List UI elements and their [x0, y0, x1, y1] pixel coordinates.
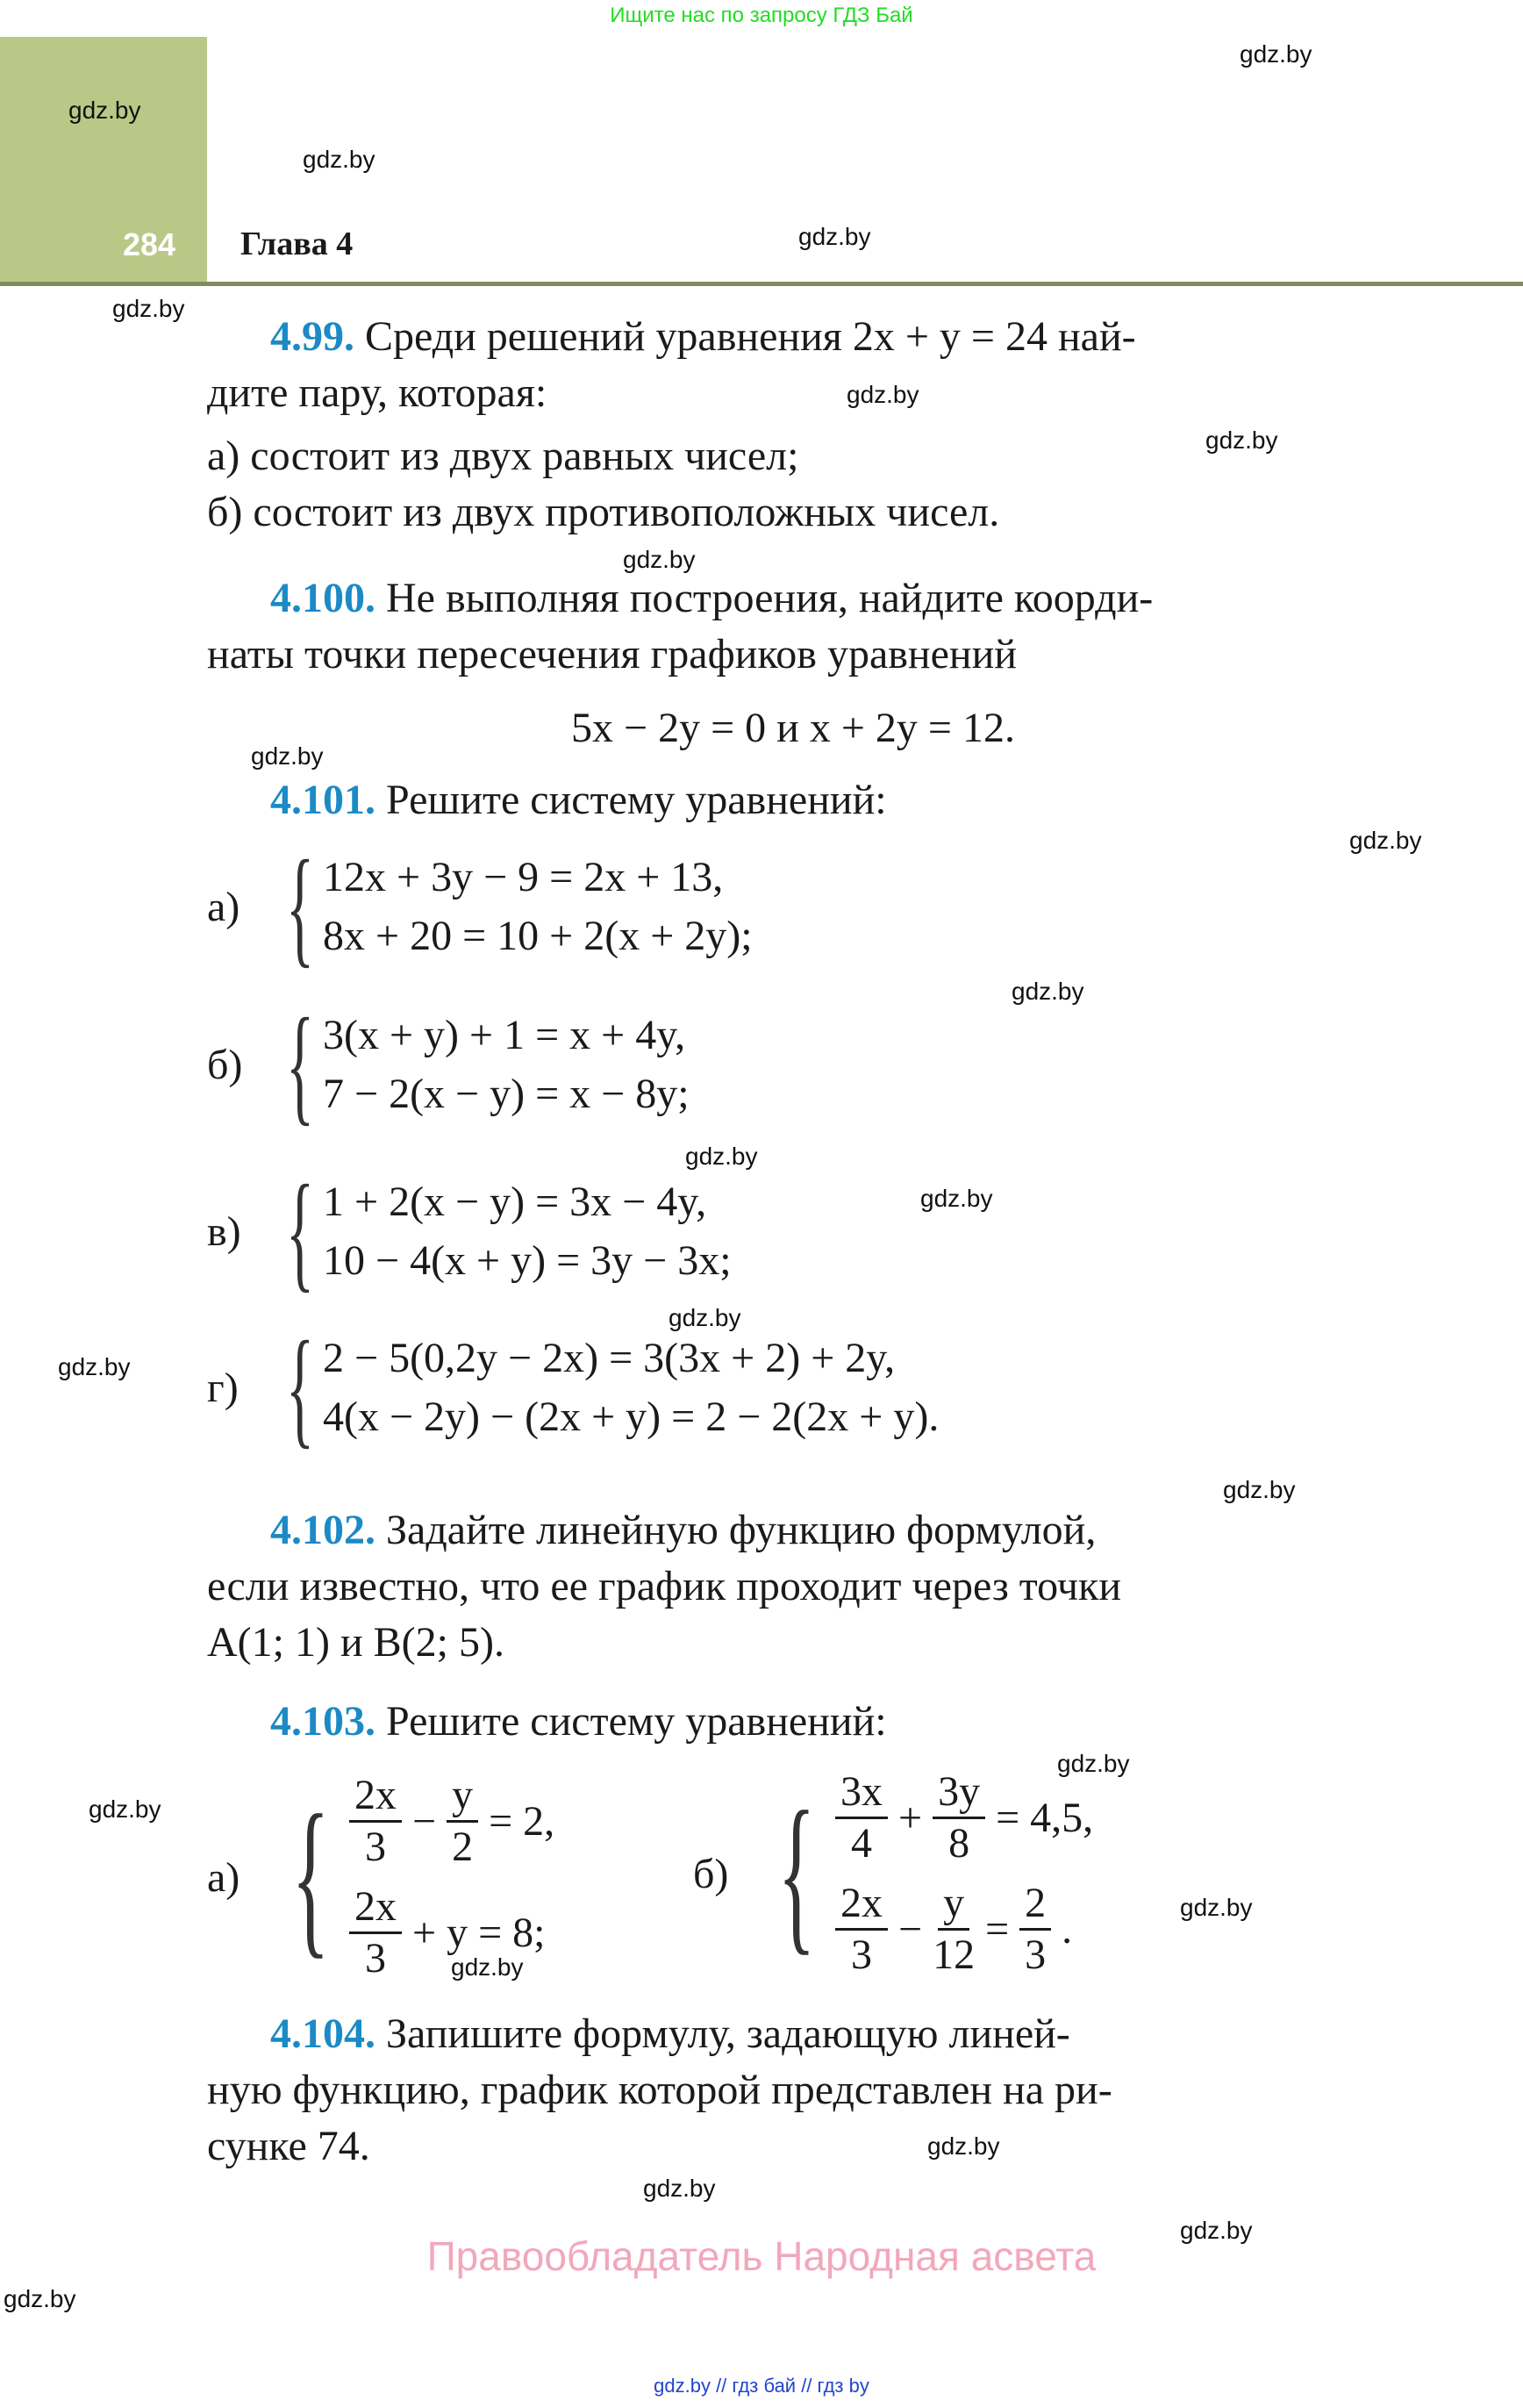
- problem-number: 4.104.: [270, 2010, 375, 2057]
- page-number: 284: [123, 226, 176, 262]
- watermark: gdz.by: [920, 1185, 993, 1212]
- watermark: gdz.by: [1240, 40, 1312, 68]
- watermark: gdz.by: [1012, 978, 1084, 1005]
- watermark: gdz.by: [1223, 1476, 1296, 1503]
- watermark: gdz.by: [847, 381, 919, 408]
- watermark: gdz.by: [643, 2175, 716, 2202]
- brace-icon: {: [285, 1315, 315, 1460]
- watermark: gdz.by: [251, 742, 324, 770]
- watermark: gdz.by: [685, 1143, 758, 1170]
- watermark: gdz.by: [4, 2285, 76, 2312]
- equation: 5x − 2y = 0 и x + 2y = 12.: [571, 705, 1015, 751]
- problem-number: 4.100.: [270, 575, 375, 621]
- system-g: г) { 2 − 5(0,2y − 2x) = 3(3x + 2) + 2y, 4(x − 2y) − (2x + y) = 2 − 2(2x + y).: [207, 1315, 940, 1460]
- problem-4-104: 4.104. Запишите формулу, задающую линей- ную функцию, график которой представлен на ри- сунке 74.: [207, 2010, 1112, 2169]
- watermark: gdz.by: [927, 2132, 1000, 2160]
- system-a: а) { 12x + 3y − 9 = 2x + 13, 8x + 20 = 10 + 2(x + 2y);: [207, 834, 753, 979]
- watermark: gdz.by: [798, 223, 871, 250]
- footer-links[interactable]: gdz.by // гдз бай // гдз by: [654, 2375, 869, 2397]
- problem-number: 4.103.: [270, 1698, 375, 1745]
- system-103-b: б) { $\frac{3x}{4}$ + $\frac{3y}{8}$ = 4,5, $\frac{2x}{3}$ − $\frac{y}{12}$ = $\frac{2}{3}$ .: [693, 1768, 1094, 1978]
- watermark: gdz.by: [1180, 1894, 1253, 1921]
- problem-number: 4.102.: [270, 1507, 375, 1553]
- system-v: в) { 1 + 2(x − y) = 3x − 4y, 10 − 4(x + y) = 3y − 3x;: [207, 1158, 732, 1304]
- brace-icon: {: [777, 1776, 816, 1970]
- problem-4-100: 4.100. Не выполняя построения, найдите коорди- наты точки пересечения графиков уравнений: [207, 575, 1154, 677]
- watermark: gdz.by: [1205, 426, 1278, 454]
- watermark: gdz.by: [1180, 2217, 1253, 2244]
- system-b: б) { 3(x + y) + 1 = x + 4y, 7 − 2(x − y) = x − 8y;: [207, 992, 690, 1137]
- system-103-a: а) { $\frac{2x}{3}$ − $\frac{y}{2}$ = 2, $\frac{2x}{3}$ + y = 8;: [207, 1772, 555, 1982]
- copyright-notice: Правообладатель Народная асвета: [426, 2233, 1097, 2279]
- watermark: gdz.by: [669, 1304, 741, 1331]
- option-b: б) состоит из двух противоположных чисел.: [207, 489, 1000, 535]
- problem-4-103: 4.103. Решите систему уравнений:: [270, 1698, 887, 1745]
- problem-4-102: 4.102. Задайте линейную функцию формулой, если известно, что ее график проходит через точки A(1; 1) и B(2; 5).: [207, 1507, 1122, 1666]
- chapter-title: Глава 4: [240, 226, 354, 262]
- problem-number: 4.101.: [270, 777, 375, 823]
- page-number-block: [0, 37, 207, 283]
- search-banner: Ищите нас по запросу ГДЗ Бай: [610, 4, 913, 27]
- watermark: gdz.by: [112, 295, 185, 322]
- watermark: gdz.by: [68, 97, 141, 124]
- header-rule: [0, 282, 1523, 286]
- watermark: gdz.by: [1057, 1750, 1130, 1777]
- watermark: gdz.by: [1349, 827, 1422, 854]
- option-a: а) состоит из двух равных чисел;: [207, 433, 799, 479]
- brace-icon: {: [285, 1158, 315, 1304]
- problem-4-99: 4.99. Среди решений уравнения 2x + y = 24 най- дите пару, которая: а) состоит из двух равных чисел; б) состоит из двух противоположных чисел.: [207, 309, 1379, 541]
- brace-icon: {: [285, 992, 315, 1137]
- problem-4-101: 4.101. Решите систему уравнений:: [270, 777, 887, 823]
- watermark: gdz.by: [623, 546, 696, 573]
- watermark: gdz.by: [58, 1353, 131, 1380]
- problem-number: 4.99.: [270, 313, 354, 360]
- brace-icon: {: [285, 834, 315, 979]
- brace-icon: {: [291, 1780, 330, 1974]
- watermark: gdz.by: [303, 146, 375, 173]
- watermark: gdz.by: [451, 1953, 524, 1981]
- watermark: gdz.by: [89, 1795, 161, 1823]
